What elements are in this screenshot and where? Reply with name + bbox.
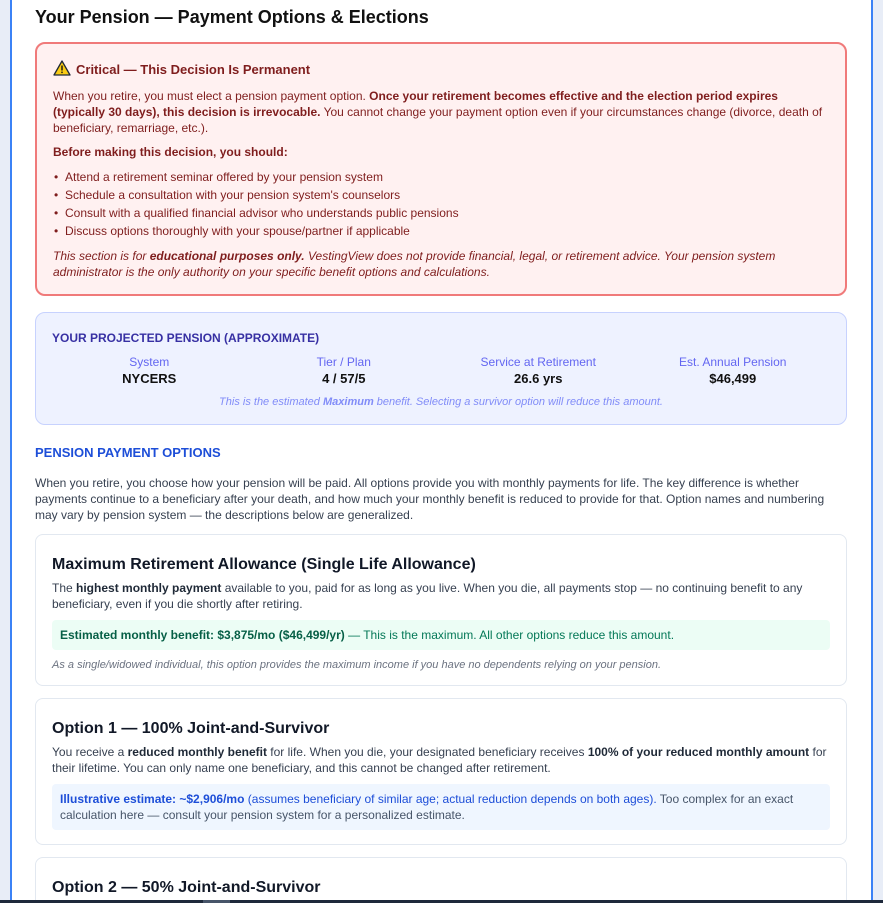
- before-heading: [53, 144, 829, 160]
- option-text: for their lifetime. You can only name one beneficiary, and this cannot be changed after retirement.: [52, 745, 827, 775]
- stat-service: [441, 354, 636, 388]
- warning-paragraph: [53, 88, 829, 136]
- disclaimer-emphasis: educational purposes only.: [149, 249, 305, 263]
- estimate-text: — This is the maximum. All other options reduce this amount.: [344, 628, 675, 642]
- option-text: for life. When you die, your designated beneficiary receives: [266, 745, 588, 759]
- warning-text: When you retire, you must elect a pension payment option.: [53, 89, 370, 103]
- disclaimer-note: [53, 248, 829, 280]
- option-title: Option 2 — 50% Joint-and-Survivor: [52, 879, 321, 896]
- stat-value: 26.6 yrs: [514, 371, 563, 386]
- option-emphasis: reduced monthly benefit: [127, 745, 267, 759]
- estimate-callout: [52, 620, 830, 650]
- stat-label: System: [129, 355, 170, 369]
- option-text: available to you, paid for as long as you live. When you die, all payments stop — no continuing benefit to any beneficiary, even if you die shortly after retiring.: [52, 581, 803, 611]
- stat-label: Tier / Plan: [316, 355, 371, 369]
- option-text: You receive a: [52, 745, 128, 759]
- warning-emphasis: Once your retirement becomes effective and the election period expires (typically 30 days), this decision is irrevocable.: [53, 89, 778, 119]
- steps-list: [53, 168, 829, 240]
- warning-heading: [53, 60, 829, 80]
- projected-pension-summary: [35, 312, 847, 425]
- page-title: Your Pension — Payment Options & Elections: [35, 7, 429, 27]
- estimate-assumption: (assumes beneficiary of similar age; actual reduction depends on both ages).: [244, 792, 657, 806]
- permanent-decision-warning: [35, 42, 847, 296]
- step-item: • Discuss options thoroughly with your spouse/partner if applicable: [53, 222, 829, 240]
- option-text: The: [52, 581, 77, 595]
- estimate-callout: [52, 784, 830, 830]
- step-item: • Consult with a qualified financial advisor who understands public pensions: [53, 204, 829, 222]
- option-description: [52, 744, 830, 776]
- estimate-text: Too complex for an exact calculation here — consult your pension system for a personalized estimate.: [60, 792, 794, 822]
- option-emphasis: 100% of your reduced monthly amount: [587, 745, 810, 759]
- disclaimer-text: VestingView does not provide financial, legal, or retirement advice. Your pension system administrator is the only authority on your specific benefit options and calculations.: [53, 249, 776, 279]
- option-title: Maximum Retirement Allowance (Single Life Allowance): [52, 556, 476, 573]
- stat-label: Est. Annual Pension: [679, 355, 787, 369]
- summary-title: YOUR PROJECTED PENSION (APPROXIMATE): [52, 331, 320, 345]
- summary-note-emphasis: Maximum: [322, 396, 374, 408]
- stat-value: $46,499: [709, 371, 757, 386]
- option-description: [52, 580, 830, 612]
- summary-stats: [52, 354, 830, 388]
- step-item: • Schedule a consultation with your pension system's counselors: [53, 186, 829, 204]
- warning-triangle-icon: [53, 60, 71, 80]
- page-frame: [10, 0, 873, 903]
- stat-label: Service at Retirement: [480, 355, 596, 369]
- options-section-title: PENSION PAYMENT OPTIONS: [35, 445, 221, 460]
- stat-value: NYCERS: [122, 371, 177, 386]
- option-note: As a single/widowed individual, this option provides the maximum income if you have no dependents relying on your pension.: [52, 659, 662, 671]
- stat-annual-pension: [636, 354, 831, 388]
- stat-tier-plan: [247, 354, 442, 388]
- page-content: [12, 0, 871, 903]
- summary-note-text: benefit. Selecting a survivor option will reduce this amount.: [373, 396, 663, 408]
- option-card-50-joint-survivor: [35, 857, 847, 903]
- option-card-maximum: [35, 534, 847, 686]
- options-intro: When you retire, you choose how your pension will be paid. All options provide you with monthly payments for life. The key difference is whether payments continue to a beneficiary after your death, and how much your monthly benefit is reduced to provide for that. Option names and numbering may vary by pension system — the descriptions below are generalized.: [35, 476, 825, 522]
- estimate-amount: Estimated monthly benefit: $3,875/mo ($46,499/yr): [60, 628, 345, 642]
- option-card-100-joint-survivor: [35, 698, 847, 845]
- stat-value: 4 / 57/5: [322, 371, 366, 386]
- disclaimer-text: This section is for: [53, 249, 150, 263]
- before-heading-text: Before making this decision, you should:: [53, 145, 288, 159]
- summary-note: [52, 396, 830, 408]
- warning-text: You cannot change your payment option even if your circumstances change (divorce, death of beneficiary, remarriage, etc.).: [53, 105, 823, 135]
- option-emphasis: highest monthly payment: [76, 581, 222, 595]
- step-item: • Attend a retirement seminar offered by your pension system: [53, 168, 829, 186]
- summary-note-text: This is the estimated: [219, 396, 323, 408]
- option-title: Option 1 — 100% Joint-and-Survivor: [52, 720, 330, 737]
- stat-system: [52, 354, 247, 388]
- warning-title: Critical — This Decision Is Permanent: [76, 62, 311, 77]
- estimate-amount: Illustrative estimate: ~$2,906/mo: [60, 792, 245, 806]
